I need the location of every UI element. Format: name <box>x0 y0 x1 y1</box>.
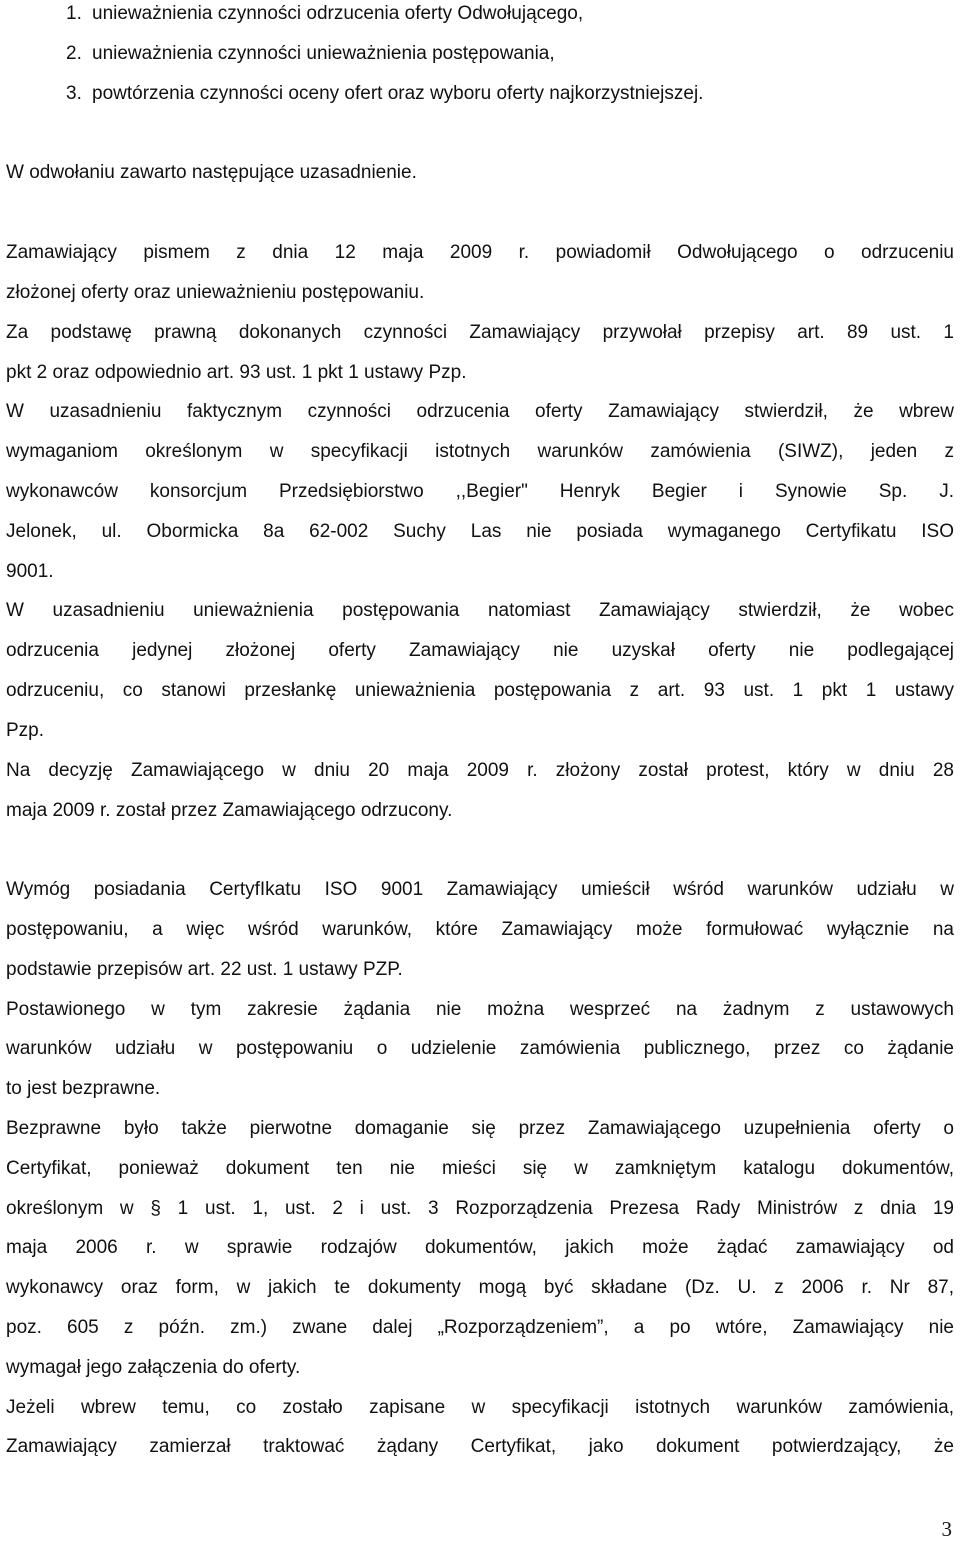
list-number: 3. <box>66 83 82 104</box>
text-line: określonym w § 1 ust. 1, ust. 2 i ust. 3 Rozporządzenia Prezesa Rady Ministrów z dnia 19 <box>6 1198 954 1219</box>
text-line: Bezprawne było także pierwotne domaganie się przez Zamawiającego uzupełnienia oferty o <box>6 1118 954 1139</box>
text-line: maja 2006 r. w sprawie rodzajów dokumentów, jakich może żądać zamawiający od <box>6 1237 954 1258</box>
text-line: Zamawiający zamierzał traktować żądany Certyfikat, jako dokument potwierdzający, że <box>6 1436 954 1457</box>
list-item <box>66 42 946 66</box>
list-text: unieważnienia czynności odrzucenia oferty Odwołującego, <box>92 3 584 24</box>
text-line: wymaganiom określonym w specyfikacji istotnych warunków zamówienia (SIWZ), jeden z <box>6 441 954 462</box>
list-number: 2. <box>66 43 82 64</box>
text-line: wymagał jego załączenia do oferty. <box>6 1357 301 1378</box>
text-line: pkt 2 oraz odpowiednio art. 93 ust. 1 pkt 1 ustawy Pzp. <box>6 362 467 383</box>
text-line: Na decyzję Zamawiającego w dniu 20 maja 2009 r. złożony został protest, który w dniu 28 <box>6 760 954 781</box>
text-line: Za podstawę prawną dokonanych czynności Zamawiający przywołał przepisy art. 89 ust. 1 <box>6 322 954 343</box>
text-line: podstawie przepisów art. 22 ust. 1 ustawy PZP. <box>6 959 403 980</box>
text-line: wykonawcy oraz form, w jakich te dokumenty mogą być składane (Dz. U. z 2006 r. Nr 87, <box>6 1277 954 1298</box>
text-line: Certyfikat, ponieważ dokument ten nie mieści się w zamkniętym katalogu dokumentów, <box>6 1158 954 1179</box>
text-line: odrzucenia jedynej złożonej oferty Zamawiający nie uzyskał oferty nie podlegającej <box>6 640 954 661</box>
text-line: postępowaniu, a więc wśród warunków, które Zamawiający może formułować wyłącznie na <box>6 919 954 940</box>
text-line: poz. 605 z późn. zm.) zwane dalej „Rozporządzeniem”, a po wtóre, Zamawiający nie <box>6 1317 954 1338</box>
text-line: W uzasadnieniu unieważnienia postępowania natomiast Zamawiający stwierdził, że wobec <box>6 600 954 621</box>
text-line: W odwołaniu zawarto następujące uzasadnienie. <box>6 162 417 183</box>
text-line: warunków udziału w postępowaniu o udzielenie zamówienia publicznego, przez co żądanie <box>6 1038 954 1059</box>
text-line: złożonej oferty oraz unieważnieniu postępowaniu. <box>6 282 425 303</box>
text-line: Zamawiający pismem z dnia 12 maja 2009 r. powiadomił Odwołującego o odrzuceniu <box>6 242 954 263</box>
text-line: 9001. <box>6 561 54 582</box>
text-line: Jeżeli wbrew temu, co zostało zapisane w specyfikacji istotnych warunków zamówienia, <box>6 1397 954 1418</box>
text-line: W uzasadnieniu faktycznym czynności odrzucenia oferty Zamawiający stwierdził, że wbrew <box>6 401 954 422</box>
text-line: maja 2009 r. został przez Zamawiającego odrzucony. <box>6 800 453 821</box>
list-text: unieważnienia czynności unieważnienia postępowania, <box>92 43 555 64</box>
text-line: odrzuceniu, co stanowi przesłankę unieważnienia postępowania z art. 93 ust. 1 pkt 1 ustawy <box>6 680 954 701</box>
list-item <box>66 2 946 26</box>
text-line: Jelonek, ul. Obormicka 8a 62-002 Suchy Las nie posiada wymaganego Certyfikatu ISO <box>6 521 954 542</box>
page-number: 3 <box>941 1517 952 1541</box>
list-text: powtórzenia czynności oceny ofert oraz wyboru oferty najkorzystniejszej. <box>92 83 704 104</box>
text-line: Postawionego w tym zakresie żądania nie można wesprzeć na żadnym z ustawowych <box>6 999 954 1020</box>
text-line: to jest bezprawne. <box>6 1078 161 1099</box>
list-number: 1. <box>66 3 82 24</box>
text-line: Wymóg posiadania CertyfIkatu ISO 9001 Zamawiający umieścił wśród warunków udziału w <box>6 879 954 900</box>
text-line: Pzp. <box>6 720 45 741</box>
text-line: wykonawców konsorcjum Przedsiębiorstwo ,,Begier" Henryk Begier i Synowie Sp. J. <box>6 481 954 502</box>
list-item <box>66 82 946 106</box>
